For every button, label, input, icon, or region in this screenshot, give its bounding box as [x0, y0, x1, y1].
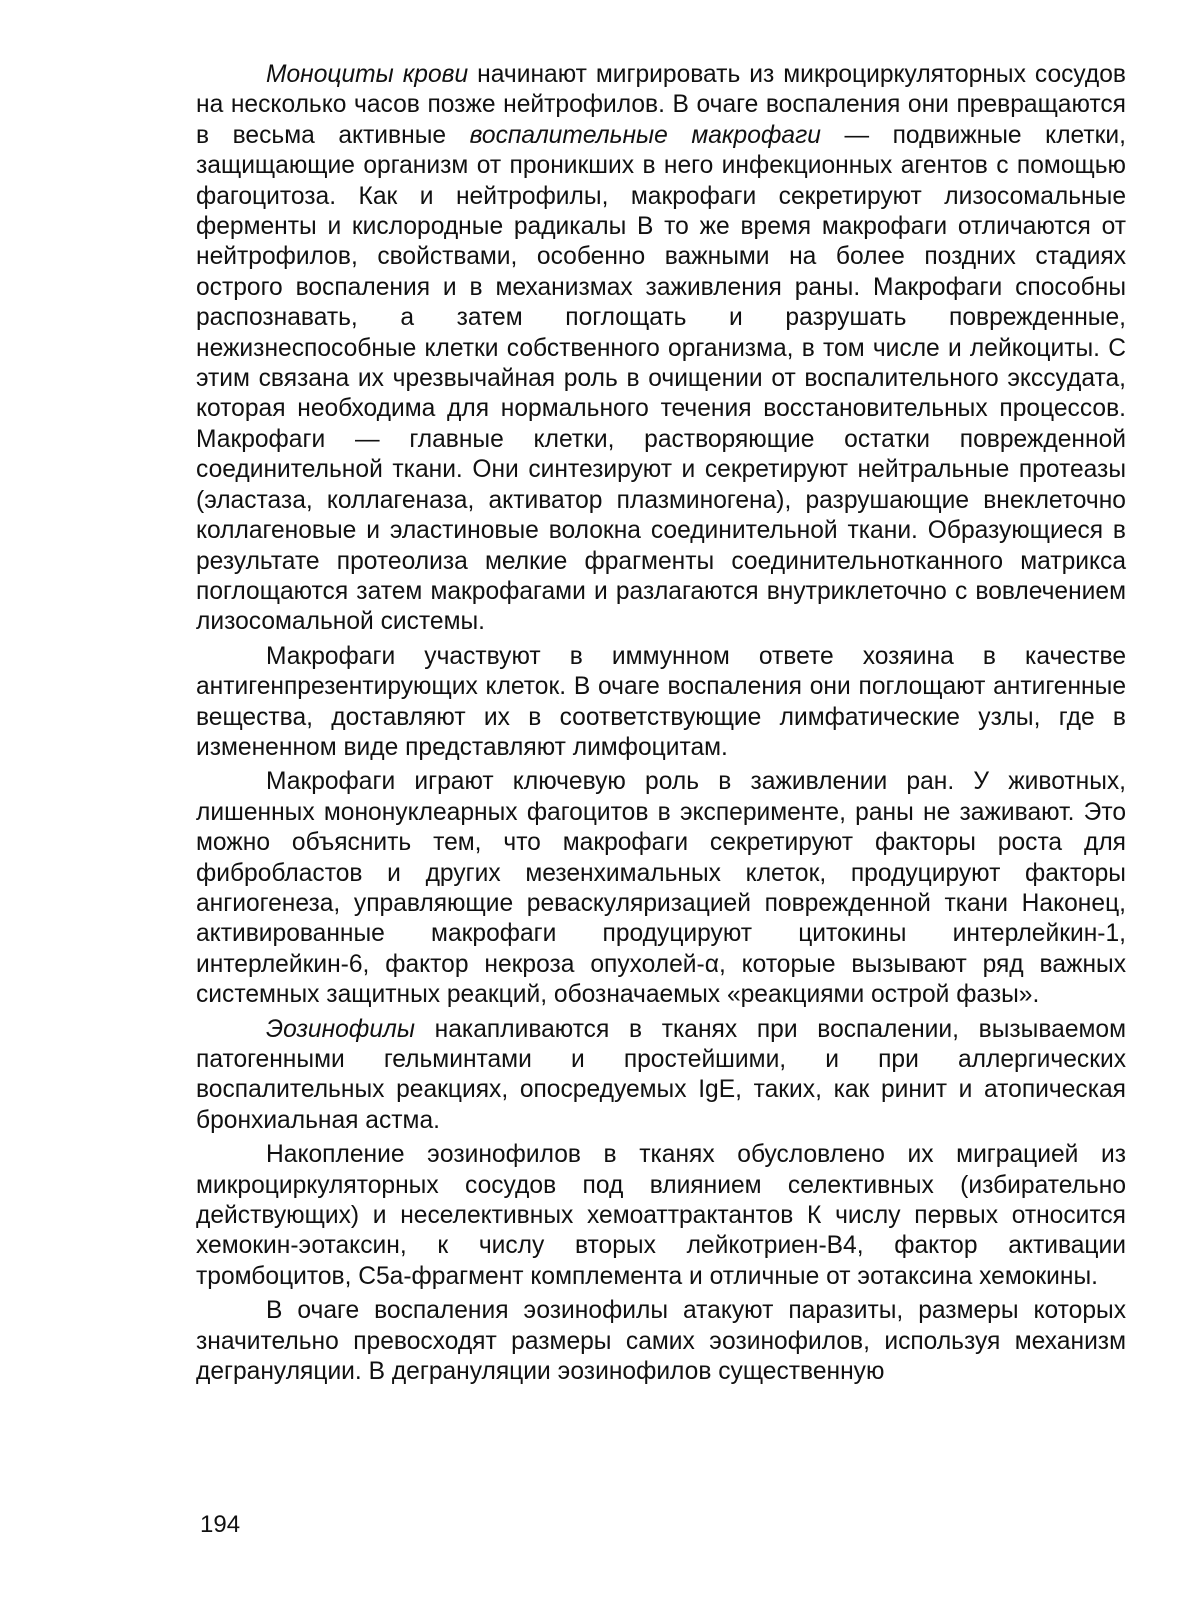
paragraph-text: В очаге воспаления эозинофилы атакуют паразиты, размеры которых значительно превосходят размеры самих эозинофилов, используя механизм дегрануляции. В дегрануляции эозинофилов существенную	[196, 1297, 1126, 1386]
paragraph-text: Накопление эозинофилов в тканях обусловлено их миграцией из микроциркуляторных сосудов под влиянием селективных (избирательно действующих) и неселективных хемоаттрактантов К числу первых относится хемокин-эотаксин, к числу вторых лейкотриен-В4, фактор активации тромбоцитов, С5а-фрагмент комплемента и отличные от эотаксина хемокины.	[196, 1141, 1126, 1290]
paragraph-text: — подвижные клетки, защищающие организм от проникших в него инфекционных агентов с помощью фагоцитоза. Как и нейтрофилы, макрофаги секретируют лизосомальные ферменты и кислородные радикалы В то же время макрофаги отличаются от нейтрофилов, свойствами, особенно важными на более поздних стадиях острого воспаления и в механизмах заживления раны. Макрофаги способны распознавать, а затем поглощать и разрушать поврежденные, нежизнеспособные клетки собственного организма, в том числе и лейкоциты. С этим связана их чрезвычайная роль в очищении от воспалительного экссудата, которая необходима для нормального течения восстановительных процессов. Макрофаги — главные клетки, растворяющие остатки поврежденной соединительной ткани. Они синтезируют и секретируют нейтральные протеазы (эластаза, коллагеназа, активатор плазминогена), разрушающие внеклеточно коллагеновые и эластиновые волокна соединительной ткани. Образующиеся в результате протеолиза мелкие фрагменты соединительнотканного матрикса поглощаются затем макрофагами и разлагаются внутриклеточно с вовлечением лизосомальной системы.	[196, 121, 1127, 636]
paragraph-text: Макрофаги участвуют в иммунном ответе хозяина в качестве антигенпрезентирующих клеток. В очаге воспаления они поглощают антигенные вещества, доставляют их в соответствующие лимфатические узлы, где в измененном виде представляют лимфоцитам.	[196, 642, 1126, 761]
italic-term-eosinophils: Эозинофилы	[266, 1015, 415, 1043]
italic-term-macrophages: воспалительные макрофаги	[469, 121, 821, 149]
paragraph-antigen-presentation	[196, 642, 1126, 764]
paragraph-text: начинают мигрировать из микроциркуляторных сосудов на несколько часов позже нейтрофилов. В очаге воспаления они превращаются в весьма активные	[196, 61, 1126, 149]
paragraph-text: накапливаются в тканях при воспалении, вызываемом патогенными гельминтами и простейшими, и при аллергических воспалительных реакциях, опосредуемых IgE, таких, как ринит и атопическая бронхиальная астма.	[196, 1015, 1126, 1134]
paragraph-eosinophils	[196, 1015, 1126, 1137]
paragraph-monocytes	[196, 60, 1126, 638]
italic-term-monocytes: Моноциты крови	[266, 61, 469, 88]
paragraph-text: Макрофаги играют ключевую роль в заживлении ран. У животных, лишенных мононуклеарных фагоцитов в эксперименте, раны не заживают. Это можно объяснить тем, что макрофаги секретируют факторы роста для фибробластов и других мезенхимальных клеток, продуцируют факторы ангиогенеза, управляющие реваскуляризацией поврежденной ткани Наконец, активированные макрофаги продуцируют цитокины интерлейкин-1, интерлейкин-6, фактор некроза опухолей-α, которые вызывают ряд важных системных защитных реакций, обозначаемых «реакциями острой фазы».	[196, 768, 1126, 1009]
paragraph-wound-healing	[196, 767, 1126, 1010]
paragraph-degranulation	[196, 1296, 1126, 1387]
paragraph-eosinophil-accumulation	[196, 1140, 1126, 1292]
page-number: 194	[200, 1511, 241, 1538]
page-body	[196, 60, 1126, 1391]
